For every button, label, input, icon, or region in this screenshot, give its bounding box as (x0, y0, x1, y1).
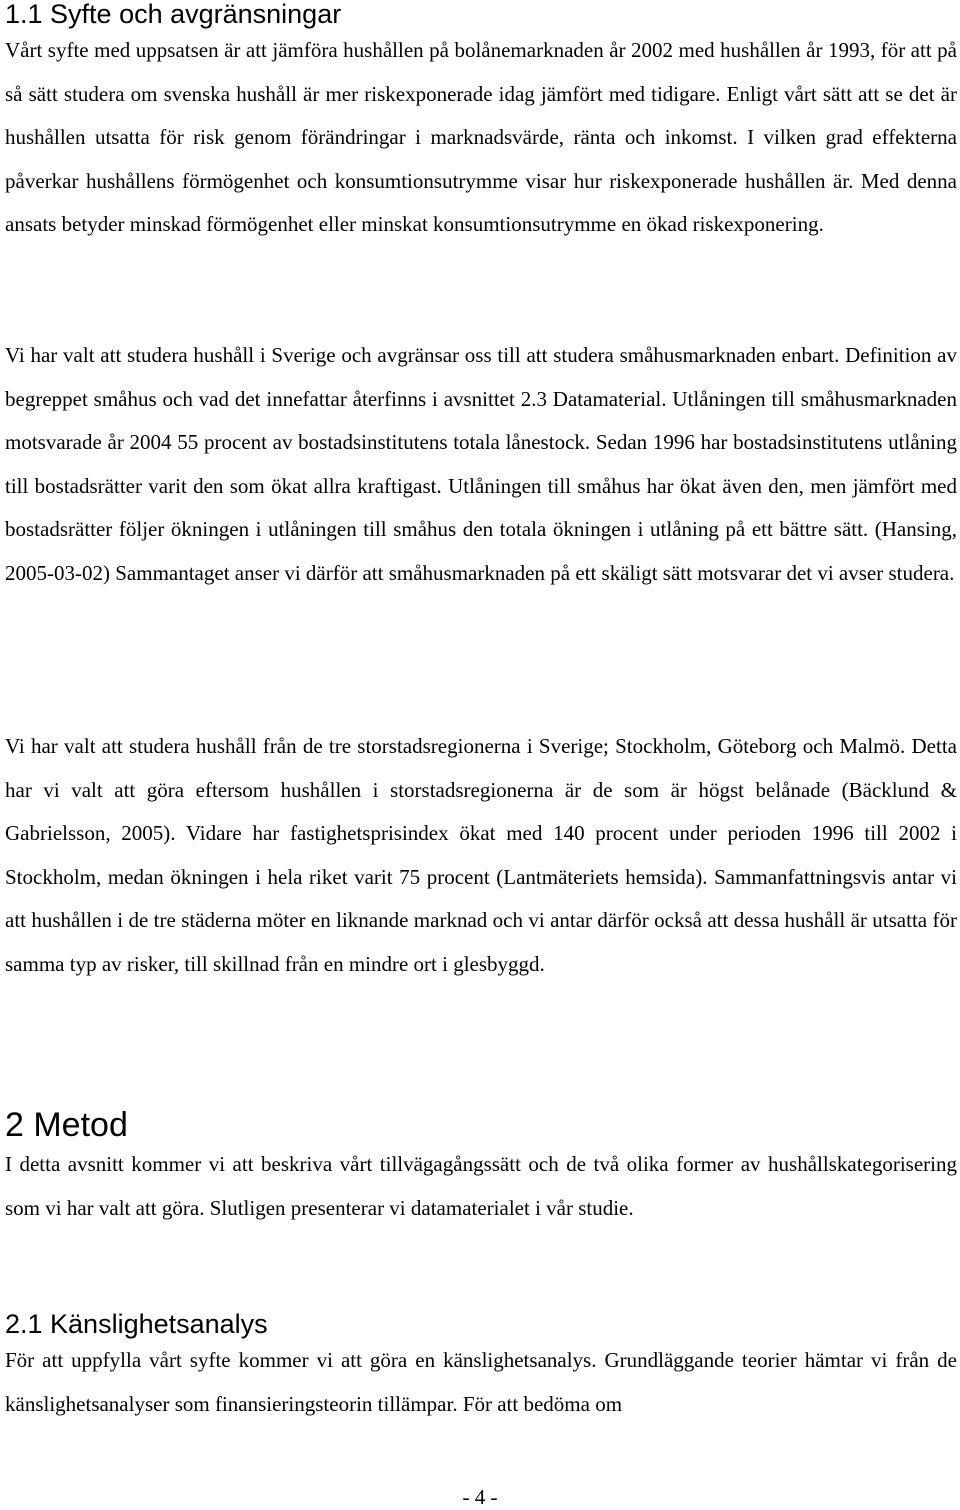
paragraph-purpose: Vårt syfte med uppsatsen är att jämföra hushållen på bolånemarknaden år 2002 med hushållen år 1993, för att på så sätt studera om svenska hushåll är mer riskexponerade idag jämfört med tidigare. Enligt vårt sätt att se det är hushållen utsatta för risk genom förändringar i marknadsvärde, ränta och inkomst. I vilken grad effekterna påverkar hushållens förmögenhet och konsumtionsutrymme visar hur riskexponerade hushållen är. Med denna ansats betyder minskad förmögenhet eller minskat konsumtionsutrymme en ökad riskexponering. (5, 38, 957, 236)
paragraph-sensitivity-analysis: För att uppfylla vårt syfte kommer vi att göra en känslighetsanalys. Grundläggande teorier hämtar vi från de känslighetsanalyser som finansieringsteorin tillämpar. För att bedöma om (5, 1348, 957, 1416)
page-number: - 4 - (462, 1485, 498, 1509)
paragraph-method-intro: I detta avsnitt kommer vi att beskriva vårt tillvägagångssätt och de två olika former av hushållskategorisering som vi har valt att göra. Slutligen presenterar vi datamaterialet i vår studie. (5, 1152, 957, 1220)
section-heading-2: 2 Metod (5, 1106, 128, 1144)
paragraph-delimitation-regions: Vi har valt att studera hushåll från de tre storstadsregionerna i Sverige; Stockholm, Göteborg och Malmö. Detta har vi valt att göra eftersom hushållen i storstadsregionerna är de som är högst belånade (Bäcklund & Gabrielsson, 2005). Vidare har fastighetsprisindex ökat med 140 procent under perioden 1996 till 2002 i Stockholm, medan ökningen i hela riket varit 75 procent (Lantmäteriets hemsida). Sammanfattningsvis antar vi att hushållen i de tre städerna möter en liknande marknad och vi antar därför också att dessa hushåll är utsatta för samma typ av risker, till skillnad från en mindre ort i glesbyggd. (5, 734, 957, 976)
paragraph-delimitation-smallhouses: Vi har valt att studera hushåll i Sverige och avgränsar oss till att studera småhusmarknaden enbart. Definition av begreppet småhus och vad det innefattar återfinns i avsnittet 2.3 Datamaterial. Utlåningen till småhusmarknaden motsvarade år 2004 55 procent av bostadsinstitutens totala lånestock. Sedan 1996 har bostadsinstitutens utlåning till bostadsrätter varit den som ökat allra kraftigast. Utlåningen till småhus har ökat även den, men jämfört med bostadsrätter följer ökningen i utlåningen till småhus den totala ökningen i utlåning på ett bättre sätt. (Hansing, 2005-03-02) Sammantaget anser vi därför att småhusmarknaden på ett skäligt sätt motsvarar det vi avser studera. (5, 343, 957, 585)
section-heading-1-1: 1.1 Syfte och avgränsningar (5, 0, 342, 29)
section-heading-2-1: 2.1 Känslighetsanalys (5, 1309, 268, 1339)
